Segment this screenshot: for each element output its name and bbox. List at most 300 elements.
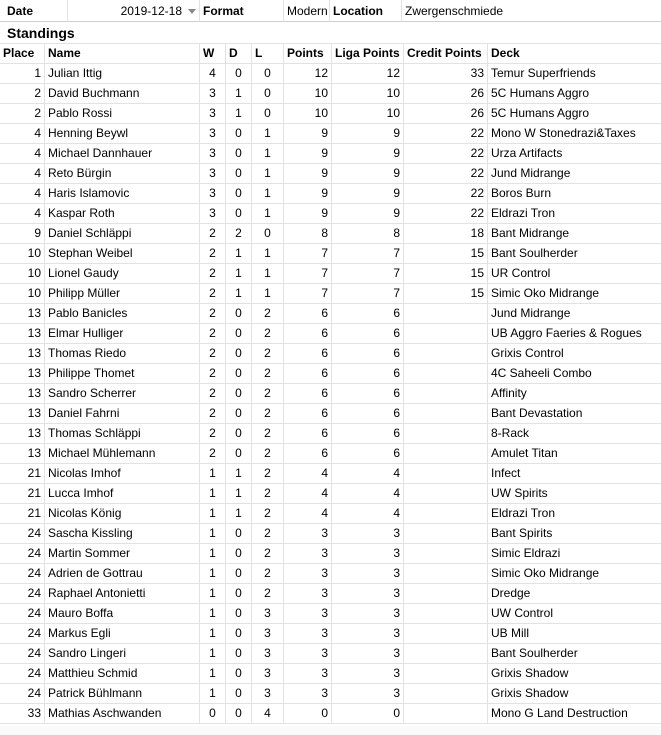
draws-cell[interactable]: 1 [226,84,252,104]
wins-cell[interactable]: 1 [200,644,226,664]
wins-cell[interactable]: 2 [200,444,226,464]
place-cell[interactable]: 21 [0,484,45,504]
place-cell[interactable]: 13 [0,384,45,404]
credit-points-cell[interactable]: 26 [404,84,488,104]
liga-points-cell[interactable]: 6 [332,324,404,344]
place-cell[interactable]: 2 [0,84,45,104]
draws-cell[interactable]: 1 [226,264,252,284]
losses-cell[interactable]: 1 [252,184,284,204]
name-cell[interactable]: Pablo Rossi [45,104,200,124]
credit-points-cell[interactable] [404,464,488,484]
deck-cell[interactable]: 4C Saheeli Combo [488,364,661,384]
points-cell[interactable]: 9 [284,144,332,164]
liga-points-cell[interactable]: 3 [332,544,404,564]
liga-points-cell[interactable]: 12 [332,64,404,84]
points-cell[interactable]: 3 [284,644,332,664]
points-cell[interactable]: 4 [284,464,332,484]
liga-points-cell[interactable]: 7 [332,244,404,264]
deck-cell[interactable]: UB Mill [488,624,661,644]
draws-cell[interactable]: 0 [226,524,252,544]
wins-cell[interactable]: 3 [200,84,226,104]
name-cell[interactable]: Pablo Banicles [45,304,200,324]
liga-points-cell[interactable]: 3 [332,684,404,704]
place-cell[interactable]: 9 [0,224,45,244]
deck-cell[interactable]: Jund Midrange [488,304,661,324]
credit-points-cell[interactable] [404,564,488,584]
losses-cell[interactable]: 1 [252,164,284,184]
liga-points-cell[interactable]: 8 [332,224,404,244]
credit-points-cell[interactable] [404,344,488,364]
wins-cell[interactable]: 2 [200,424,226,444]
column-header-draws[interactable]: D [226,44,252,64]
liga-points-cell[interactable]: 6 [332,404,404,424]
column-header-credit-points[interactable]: Credit Points [404,44,488,64]
credit-points-cell[interactable] [404,304,488,324]
liga-points-cell[interactable]: 9 [332,184,404,204]
column-header-place[interactable]: Place [0,44,45,64]
credit-points-cell[interactable] [404,544,488,564]
liga-points-cell[interactable]: 3 [332,664,404,684]
wins-cell[interactable]: 1 [200,464,226,484]
name-cell[interactable]: Patrick Bühlmann [45,684,200,704]
place-cell[interactable]: 24 [0,524,45,544]
wins-cell[interactable]: 3 [200,164,226,184]
place-cell[interactable]: 13 [0,304,45,324]
points-cell[interactable]: 7 [284,284,332,304]
name-cell[interactable]: Matthieu Schmid [45,664,200,684]
deck-cell[interactable]: Jund Midrange [488,164,661,184]
points-cell[interactable]: 3 [284,564,332,584]
draws-cell[interactable]: 1 [226,284,252,304]
wins-cell[interactable]: 1 [200,624,226,644]
wins-cell[interactable]: 1 [200,604,226,624]
losses-cell[interactable]: 2 [252,584,284,604]
deck-cell[interactable]: 5C Humans Aggro [488,84,661,104]
deck-cell[interactable]: UW Spirits [488,484,661,504]
liga-points-cell[interactable]: 10 [332,84,404,104]
credit-points-cell[interactable] [404,684,488,704]
losses-cell[interactable]: 1 [252,144,284,164]
name-cell[interactable]: Sascha Kissling [45,524,200,544]
name-cell[interactable]: Philipp Müller [45,284,200,304]
credit-points-cell[interactable]: 15 [404,264,488,284]
points-cell[interactable]: 0 [284,704,332,724]
wins-cell[interactable]: 2 [200,304,226,324]
deck-cell[interactable]: 8-Rack [488,424,661,444]
points-cell[interactable]: 9 [284,124,332,144]
column-header-points[interactable]: Points [284,44,332,64]
draws-cell[interactable]: 0 [226,444,252,464]
deck-cell[interactable]: Mono W Stonedrazi&Taxes [488,124,661,144]
liga-points-cell[interactable]: 6 [332,344,404,364]
draws-cell[interactable]: 0 [226,324,252,344]
draws-cell[interactable]: 0 [226,164,252,184]
deck-cell[interactable]: UR Control [488,264,661,284]
name-cell[interactable]: Raphael Antonietti [45,584,200,604]
name-cell[interactable]: Henning Beywl [45,124,200,144]
points-cell[interactable]: 4 [284,484,332,504]
deck-cell[interactable]: Urza Artifacts [488,144,661,164]
deck-cell[interactable]: Mono G Land Destruction [488,704,661,724]
place-cell[interactable]: 4 [0,124,45,144]
deck-cell[interactable]: Bant Midrange [488,224,661,244]
place-cell[interactable]: 1 [0,64,45,84]
name-cell[interactable]: Thomas Schläppi [45,424,200,444]
liga-points-cell[interactable]: 9 [332,124,404,144]
liga-points-cell[interactable]: 3 [332,584,404,604]
wins-cell[interactable]: 1 [200,524,226,544]
name-cell[interactable]: Philippe Thomet [45,364,200,384]
liga-points-cell[interactable]: 3 [332,524,404,544]
points-cell[interactable]: 7 [284,244,332,264]
deck-cell[interactable]: Simic Eldrazi [488,544,661,564]
place-cell[interactable]: 10 [0,244,45,264]
wins-cell[interactable]: 1 [200,684,226,704]
draws-cell[interactable]: 0 [226,624,252,644]
draws-cell[interactable]: 0 [226,64,252,84]
wins-cell[interactable]: 1 [200,664,226,684]
name-cell[interactable]: Mathias Aschwanden [45,704,200,724]
name-cell[interactable]: Nicolas König [45,504,200,524]
credit-points-cell[interactable]: 33 [404,64,488,84]
credit-points-cell[interactable] [404,704,488,724]
credit-points-cell[interactable] [404,644,488,664]
draws-cell[interactable]: 0 [226,544,252,564]
credit-points-cell[interactable] [404,624,488,644]
points-cell[interactable]: 6 [284,384,332,404]
place-cell[interactable]: 24 [0,644,45,664]
credit-points-cell[interactable] [404,324,488,344]
credit-points-cell[interactable]: 26 [404,104,488,124]
wins-cell[interactable]: 1 [200,564,226,584]
place-cell[interactable]: 13 [0,364,45,384]
wins-cell[interactable]: 2 [200,244,226,264]
deck-cell[interactable]: Eldrazi Tron [488,504,661,524]
column-header-wins[interactable]: W [200,44,226,64]
deck-cell[interactable]: UW Control [488,604,661,624]
place-cell[interactable]: 13 [0,344,45,364]
deck-cell[interactable]: UB Aggro Faeries & Rogues [488,324,661,344]
losses-cell[interactable]: 0 [252,84,284,104]
points-cell[interactable]: 9 [284,164,332,184]
draws-cell[interactable]: 1 [226,464,252,484]
losses-cell[interactable]: 2 [252,464,284,484]
draws-cell[interactable]: 1 [226,244,252,264]
points-cell[interactable]: 6 [284,404,332,424]
deck-cell[interactable]: 5C Humans Aggro [488,104,661,124]
losses-cell[interactable]: 2 [252,564,284,584]
name-cell[interactable]: Stephan Weibel [45,244,200,264]
liga-points-cell[interactable]: 3 [332,624,404,644]
losses-cell[interactable]: 1 [252,244,284,264]
losses-cell[interactable]: 2 [252,324,284,344]
deck-cell[interactable]: Grixis Shadow [488,664,661,684]
losses-cell[interactable]: 0 [252,64,284,84]
name-cell[interactable]: David Buchmann [45,84,200,104]
wins-cell[interactable]: 3 [200,184,226,204]
credit-points-cell[interactable] [404,444,488,464]
column-header-losses[interactable]: L [252,44,284,64]
draws-cell[interactable]: 0 [226,704,252,724]
column-header-deck[interactable]: Deck [488,44,661,64]
liga-points-cell[interactable]: 9 [332,144,404,164]
draws-cell[interactable]: 0 [226,604,252,624]
liga-points-cell[interactable]: 6 [332,384,404,404]
deck-cell[interactable]: Simic Oko Midrange [488,564,661,584]
losses-cell[interactable]: 2 [252,384,284,404]
wins-cell[interactable]: 2 [200,264,226,284]
credit-points-cell[interactable] [404,484,488,504]
liga-points-cell[interactable]: 6 [332,364,404,384]
location-value[interactable]: Zwergenschmiede [402,0,661,22]
points-cell[interactable]: 6 [284,424,332,444]
place-cell[interactable]: 24 [0,544,45,564]
losses-cell[interactable]: 2 [252,364,284,384]
liga-points-cell[interactable]: 6 [332,304,404,324]
points-cell[interactable]: 3 [284,544,332,564]
points-cell[interactable]: 9 [284,204,332,224]
credit-points-cell[interactable] [404,504,488,524]
draws-cell[interactable]: 0 [226,204,252,224]
place-cell[interactable]: 24 [0,564,45,584]
name-cell[interactable]: Haris Islamovic [45,184,200,204]
place-cell[interactable]: 4 [0,164,45,184]
losses-cell[interactable]: 0 [252,224,284,244]
place-cell[interactable]: 24 [0,684,45,704]
draws-cell[interactable]: 2 [226,224,252,244]
credit-points-cell[interactable] [404,604,488,624]
credit-points-cell[interactable]: 22 [404,184,488,204]
credit-points-cell[interactable]: 15 [404,244,488,264]
draws-cell[interactable]: 1 [226,504,252,524]
losses-cell[interactable]: 1 [252,284,284,304]
name-cell[interactable]: Lucca Imhof [45,484,200,504]
deck-cell[interactable]: Grixis Control [488,344,661,364]
wins-cell[interactable]: 1 [200,504,226,524]
name-cell[interactable]: Michael Dannhauer [45,144,200,164]
liga-points-cell[interactable]: 6 [332,444,404,464]
liga-points-cell[interactable]: 0 [332,704,404,724]
wins-cell[interactable]: 1 [200,544,226,564]
wins-cell[interactable]: 1 [200,584,226,604]
place-cell[interactable]: 21 [0,504,45,524]
draws-cell[interactable]: 0 [226,304,252,324]
name-cell[interactable]: Mauro Boffa [45,604,200,624]
place-cell[interactable]: 13 [0,324,45,344]
wins-cell[interactable]: 2 [200,324,226,344]
losses-cell[interactable]: 3 [252,644,284,664]
draws-cell[interactable]: 0 [226,364,252,384]
credit-points-cell[interactable]: 15 [404,284,488,304]
draws-cell[interactable]: 0 [226,664,252,684]
losses-cell[interactable]: 2 [252,404,284,424]
credit-points-cell[interactable]: 22 [404,124,488,144]
format-value[interactable]: Modern [284,0,330,22]
name-cell[interactable]: Elmar Hulliger [45,324,200,344]
name-cell[interactable]: Reto Bürgin [45,164,200,184]
date-dropdown[interactable] [68,0,200,22]
place-cell[interactable]: 2 [0,104,45,124]
credit-points-cell[interactable]: 22 [404,204,488,224]
place-cell[interactable]: 10 [0,284,45,304]
column-header-name[interactable]: Name [45,44,200,64]
points-cell[interactable]: 12 [284,64,332,84]
losses-cell[interactable]: 2 [252,444,284,464]
name-cell[interactable]: Julian Ittig [45,64,200,84]
credit-points-cell[interactable]: 22 [404,144,488,164]
liga-points-cell[interactable]: 4 [332,504,404,524]
liga-points-cell[interactable]: 4 [332,464,404,484]
points-cell[interactable]: 10 [284,104,332,124]
place-cell[interactable]: 10 [0,264,45,284]
wins-cell[interactable]: 2 [200,384,226,404]
draws-cell[interactable]: 0 [226,124,252,144]
name-cell[interactable]: Markus Egli [45,624,200,644]
losses-cell[interactable]: 2 [252,344,284,364]
wins-cell[interactable]: 2 [200,404,226,424]
wins-cell[interactable]: 0 [200,704,226,724]
points-cell[interactable]: 10 [284,84,332,104]
liga-points-cell[interactable]: 7 [332,284,404,304]
credit-points-cell[interactable]: 18 [404,224,488,244]
losses-cell[interactable]: 4 [252,704,284,724]
wins-cell[interactable]: 2 [200,224,226,244]
liga-points-cell[interactable]: 4 [332,484,404,504]
points-cell[interactable]: 3 [284,624,332,644]
deck-cell[interactable]: Eldrazi Tron [488,204,661,224]
losses-cell[interactable]: 1 [252,264,284,284]
credit-points-cell[interactable] [404,424,488,444]
draws-cell[interactable]: 0 [226,644,252,664]
place-cell[interactable]: 4 [0,144,45,164]
place-cell[interactable]: 33 [0,704,45,724]
name-cell[interactable]: Kaspar Roth [45,204,200,224]
place-cell[interactable]: 13 [0,424,45,444]
credit-points-cell[interactable] [404,384,488,404]
points-cell[interactable]: 6 [284,344,332,364]
name-cell[interactable]: Thomas Riedo [45,344,200,364]
losses-cell[interactable]: 2 [252,484,284,504]
draws-cell[interactable]: 1 [226,484,252,504]
liga-points-cell[interactable]: 7 [332,264,404,284]
draws-cell[interactable]: 1 [226,104,252,124]
losses-cell[interactable]: 3 [252,684,284,704]
points-cell[interactable]: 9 [284,184,332,204]
draws-cell[interactable]: 0 [226,684,252,704]
losses-cell[interactable]: 2 [252,544,284,564]
deck-cell[interactable]: Amulet Titan [488,444,661,464]
deck-cell[interactable]: Grixis Shadow [488,684,661,704]
name-cell[interactable]: Daniel Fahrni [45,404,200,424]
losses-cell[interactable]: 2 [252,504,284,524]
wins-cell[interactable]: 3 [200,204,226,224]
deck-cell[interactable]: Bant Spirits [488,524,661,544]
points-cell[interactable]: 3 [284,584,332,604]
liga-points-cell[interactable]: 6 [332,424,404,444]
draws-cell[interactable]: 0 [226,564,252,584]
points-cell[interactable]: 3 [284,684,332,704]
liga-points-cell[interactable]: 9 [332,164,404,184]
draws-cell[interactable]: 0 [226,344,252,364]
losses-cell[interactable]: 1 [252,204,284,224]
deck-cell[interactable]: Simic Oko Midrange [488,284,661,304]
place-cell[interactable]: 24 [0,664,45,684]
deck-cell[interactable]: Affinity [488,384,661,404]
name-cell[interactable]: Adrien de Gottrau [45,564,200,584]
points-cell[interactable]: 7 [284,264,332,284]
liga-points-cell[interactable]: 3 [332,564,404,584]
column-header-liga-points[interactable]: Liga Points [332,44,404,64]
name-cell[interactable]: Sandro Lingeri [45,644,200,664]
wins-cell[interactable]: 1 [200,484,226,504]
deck-cell[interactable]: Temur Superfriends [488,64,661,84]
points-cell[interactable]: 3 [284,664,332,684]
liga-points-cell[interactable]: 9 [332,204,404,224]
name-cell[interactable]: Daniel Schläppi [45,224,200,244]
losses-cell[interactable]: 0 [252,104,284,124]
place-cell[interactable]: 13 [0,444,45,464]
credit-points-cell[interactable] [404,404,488,424]
points-cell[interactable]: 4 [284,504,332,524]
name-cell[interactable]: Lionel Gaudy [45,264,200,284]
credit-points-cell[interactable] [404,364,488,384]
points-cell[interactable]: 6 [284,444,332,464]
deck-cell[interactable]: Bant Soulherder [488,644,661,664]
name-cell[interactable]: Michael Mühlemann [45,444,200,464]
losses-cell[interactable]: 3 [252,604,284,624]
deck-cell[interactable]: Bant Devastation [488,404,661,424]
wins-cell[interactable]: 2 [200,284,226,304]
wins-cell[interactable]: 3 [200,144,226,164]
name-cell[interactable]: Nicolas Imhof [45,464,200,484]
draws-cell[interactable]: 0 [226,584,252,604]
deck-cell[interactable]: Infect [488,464,661,484]
points-cell[interactable]: 3 [284,604,332,624]
points-cell[interactable]: 3 [284,524,332,544]
liga-points-cell[interactable]: 3 [332,604,404,624]
points-cell[interactable]: 6 [284,304,332,324]
place-cell[interactable]: 21 [0,464,45,484]
place-cell[interactable]: 4 [0,184,45,204]
losses-cell[interactable]: 2 [252,524,284,544]
losses-cell[interactable]: 1 [252,124,284,144]
losses-cell[interactable]: 2 [252,424,284,444]
wins-cell[interactable]: 2 [200,344,226,364]
points-cell[interactable]: 6 [284,324,332,344]
draws-cell[interactable]: 0 [226,424,252,444]
wins-cell[interactable]: 3 [200,124,226,144]
place-cell[interactable]: 13 [0,404,45,424]
losses-cell[interactable]: 3 [252,624,284,644]
name-cell[interactable]: Sandro Scherrer [45,384,200,404]
deck-cell[interactable]: Boros Burn [488,184,661,204]
credit-points-cell[interactable] [404,524,488,544]
credit-points-cell[interactable] [404,584,488,604]
credit-points-cell[interactable]: 22 [404,164,488,184]
losses-cell[interactable]: 2 [252,304,284,324]
draws-cell[interactable]: 0 [226,404,252,424]
losses-cell[interactable]: 3 [252,664,284,684]
wins-cell[interactable]: 4 [200,64,226,84]
credit-points-cell[interactable] [404,664,488,684]
name-cell[interactable]: Martin Sommer [45,544,200,564]
points-cell[interactable]: 8 [284,224,332,244]
points-cell[interactable]: 6 [284,364,332,384]
deck-cell[interactable]: Dredge [488,584,661,604]
wins-cell[interactable]: 3 [200,104,226,124]
chevron-down-icon[interactable] [188,9,196,14]
liga-points-cell[interactable]: 3 [332,644,404,664]
